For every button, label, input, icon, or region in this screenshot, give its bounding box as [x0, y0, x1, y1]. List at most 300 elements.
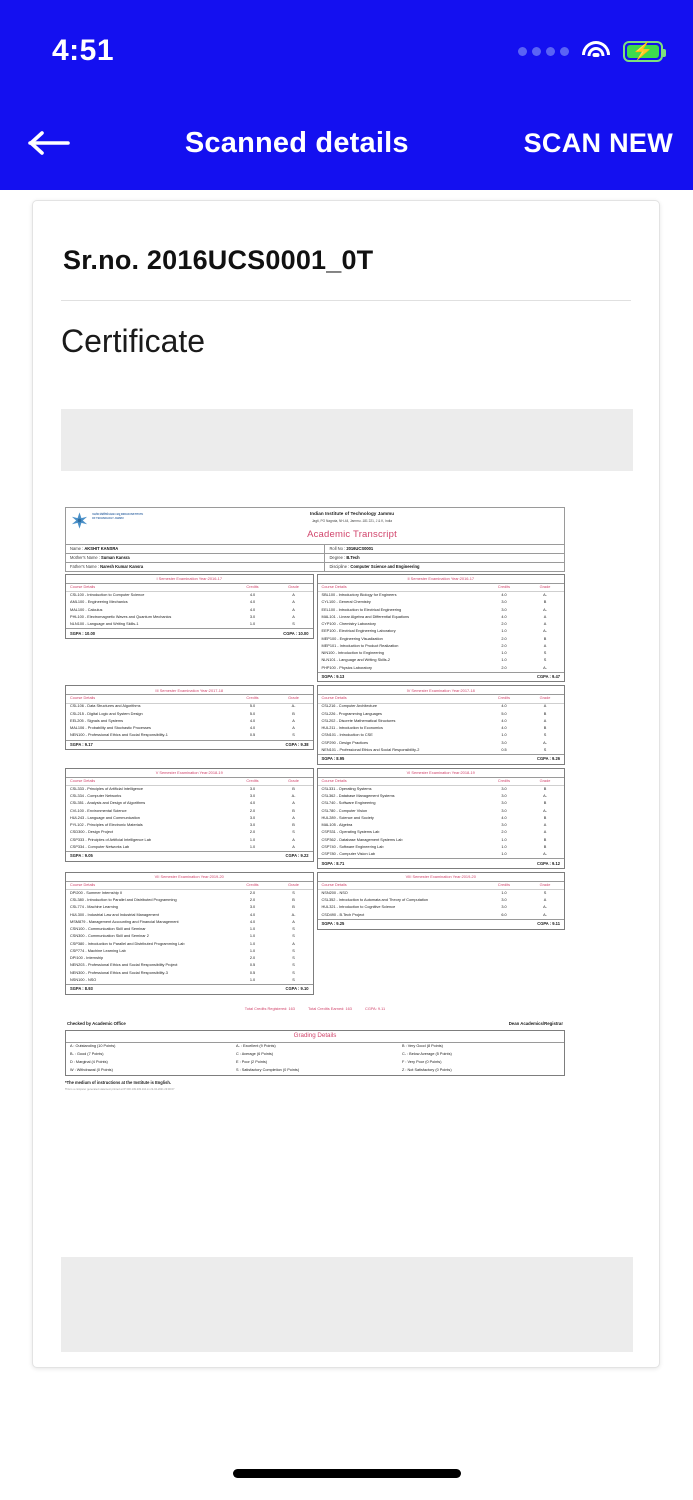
iit-jammu-logo-icon — [70, 511, 89, 530]
course-name: CSP740 - Software Engineering Lab — [321, 844, 384, 849]
scanned-detail-card — [32, 200, 660, 1368]
course-name: EEP100 - Electrical Engineering Laboratory — [321, 629, 396, 634]
course-row — [66, 725, 313, 732]
course-credits: 3.0 — [249, 614, 256, 619]
semester-column — [65, 574, 315, 685]
course-grade: B — [292, 823, 295, 828]
course-credits: 1.0 — [501, 733, 507, 738]
course-grade: S — [292, 927, 295, 932]
course-name: CYL100 - General Chemistry — [321, 600, 371, 605]
course-row — [66, 800, 313, 807]
course-row — [318, 851, 565, 858]
semester-title: IV Semester Examination Year:2017-18 — [406, 687, 475, 693]
course-grade: B — [543, 600, 547, 605]
semester-box — [317, 574, 566, 682]
semester-box — [65, 574, 314, 639]
course-name: CSN100 - Communication Skill and Seminar — [70, 927, 146, 932]
course-row — [66, 977, 313, 984]
column-header-course: Course Details — [66, 584, 231, 592]
course-credits: 2.0 — [249, 890, 256, 895]
student-info-value: Computer Science and Engineering — [350, 564, 420, 570]
transcript-title: Academic Transcript — [307, 529, 397, 541]
course-credits: 3.0 — [501, 786, 507, 791]
course-row — [66, 718, 313, 725]
student-info-row — [66, 562, 565, 571]
course-row — [66, 933, 313, 940]
student-info-label: Name : — [70, 545, 84, 551]
course-name: PHL100 - Electromagnetic Waves and Quantum Mechanics — [70, 614, 172, 619]
semester-table — [318, 777, 565, 859]
student-info-cell-left — [66, 545, 325, 554]
column-header-credits: Credits — [482, 584, 526, 592]
semester-footer — [318, 754, 565, 764]
course-grade: B — [543, 726, 547, 731]
course-name: CSL106 - Data Structures and Algorithms — [70, 704, 141, 709]
dean-label: Dean Academics/Registrar — [508, 1021, 563, 1027]
signal-dots-icon — [518, 47, 569, 56]
course-name: DPI100 - Internship — [70, 956, 104, 961]
academic-transcript — [65, 507, 565, 1215]
course-grade: B — [543, 815, 547, 820]
course-name: NSN200 - NSO — [321, 890, 348, 895]
course-name: CVL100 - Environmental Science — [70, 808, 127, 813]
course-grade: S — [543, 890, 547, 895]
semester-table-head — [318, 777, 565, 785]
course-name: NEN101 - Professional Ethics and Social Responsibility-2 — [321, 747, 420, 752]
course-credits: 4.0 — [249, 600, 256, 605]
grading-cell: S : Satisfactory Completion (0 Points) — [236, 1068, 300, 1073]
semester-box — [317, 685, 566, 764]
institute-logo-text: भारतीय प्रौद्योगिकी संस्थान जम्मू INDIAN INSTITUTE OF TECHNOLOGY JAMMU — [92, 513, 144, 520]
student-info-value: Naresh Kumar Kansra — [100, 564, 144, 570]
semester-table-body — [66, 703, 313, 740]
wifi-icon — [582, 41, 610, 62]
course-name: CSL740 - Software Engineering — [321, 801, 376, 806]
course-name: CSL226 - Programming Languages — [321, 711, 382, 716]
course-row — [318, 897, 565, 904]
course-row — [66, 948, 313, 955]
course-row — [318, 657, 565, 664]
course-name: PYL102 - Principles of Electronic Materials — [70, 823, 143, 828]
course-row — [66, 711, 313, 718]
course-row — [318, 665, 565, 672]
column-header-credits: Credits — [231, 695, 275, 703]
course-credits: 2.0 — [501, 622, 507, 627]
course-credits: 0.5 — [501, 747, 507, 752]
course-row — [318, 600, 565, 607]
semester-column — [65, 768, 315, 872]
semester-box — [65, 872, 314, 995]
course-grade: A — [292, 600, 295, 605]
course-name: CSL780 - Computer Vision — [321, 808, 368, 813]
semester-footer — [66, 984, 313, 994]
scanned-document-image[interactable] — [61, 409, 633, 1349]
column-header-grade: Grade — [275, 881, 313, 889]
course-grade: A- — [543, 808, 547, 813]
institute-name: Indian Institute of Technology Jammu — [309, 511, 395, 516]
course-credits: 3.0 — [501, 794, 507, 799]
course-grade: A- — [543, 905, 547, 910]
course-credits: 2.0 — [249, 898, 256, 903]
course-credits: 2.0 — [501, 665, 507, 670]
course-name: HUL211 - Introduction to Economics — [321, 726, 383, 731]
course-row — [318, 822, 565, 829]
course-name: CSD300 - Design Project — [70, 830, 113, 835]
semester-table — [318, 583, 565, 672]
student-info-cell-left — [66, 553, 325, 562]
totals-row — [65, 1006, 565, 1012]
course-credits: 4.0 — [249, 912, 256, 917]
course-row — [66, 829, 313, 836]
course-name: CYP100 - Chemistry Laboratory — [321, 622, 376, 627]
semester-cgpa: CGPA : 9.11 — [537, 921, 560, 927]
course-credits: 3.0 — [501, 898, 507, 903]
course-grade: S — [292, 948, 295, 953]
course-row — [66, 905, 313, 912]
semester-table — [66, 583, 313, 628]
course-row — [318, 621, 565, 628]
course-credits: 4.0 — [249, 726, 256, 731]
grading-cell: D : Marginal (4 Points) — [70, 1060, 108, 1065]
student-info-table — [65, 545, 565, 573]
course-name: HUL300 - Industrial Law and Industrial Management — [70, 912, 159, 917]
course-grade: A — [543, 898, 547, 903]
course-credits: 5.0 — [249, 704, 256, 709]
student-info-label: Degree : — [329, 554, 346, 560]
grading-cell: Z : Not Satisfactory (0 Points) — [402, 1068, 452, 1073]
student-info-label: Discipline : — [329, 564, 350, 570]
semester-column — [315, 574, 565, 685]
semester-sgpa: SGPA : 9.05 — [70, 853, 93, 859]
course-name: MAL106 - Probability and Stochastic Processes — [70, 726, 151, 731]
semester-title: VI Semester Examination Year:2018-19 — [406, 770, 475, 776]
semester-grid — [65, 574, 565, 998]
course-row — [66, 926, 313, 933]
course-row — [318, 592, 565, 600]
grading-cell: A : Outstanding (10 Points) — [70, 1044, 116, 1049]
course-row — [66, 808, 313, 815]
course-grade: A — [292, 607, 295, 612]
column-header-grade: Grade — [526, 695, 564, 703]
course-grade: A — [292, 614, 295, 619]
column-header-grade: Grade — [275, 777, 313, 785]
course-name: CSL331 - Operating Systems — [321, 786, 372, 791]
semester-box — [317, 872, 566, 930]
semester-sgpa: SGPA : 8.71 — [321, 860, 345, 866]
course-grade: A — [543, 830, 547, 835]
status-bar-clock: 4:51 — [52, 34, 115, 67]
course-row — [66, 955, 313, 962]
course-grade: A — [292, 801, 295, 806]
course-name: EEL100 - Introduction to Electrical Engineering — [321, 607, 402, 612]
course-credits: 3.0 — [249, 815, 256, 820]
course-grade: B — [292, 898, 295, 903]
course-name: CSL215 - Digital Logic and System Design — [70, 711, 143, 716]
course-grade: A — [292, 837, 295, 842]
course-name: CSL380 - Introduction to Parallel and Distributed Programming — [70, 898, 177, 903]
course-grade: A- — [291, 704, 296, 709]
course-row — [66, 815, 313, 822]
course-name: CSP334 - Computer Networks Lab — [70, 844, 130, 849]
course-credits: 1.0 — [501, 629, 507, 634]
student-info-value: Suman Kansra — [101, 554, 130, 560]
semester-cgpa: CGPA : 9.10 — [285, 986, 309, 992]
course-name: CSN101 - Introduction to CSE — [321, 733, 373, 738]
course-row — [66, 897, 313, 904]
student-info-value: AKSHIT KANSRA — [84, 545, 119, 551]
course-name: MSM879 - Management Accounting and Financial Management — [70, 919, 179, 924]
course-row — [318, 785, 565, 793]
semester-table-head — [318, 881, 565, 889]
course-grade: S — [292, 963, 295, 968]
grading-details-box — [65, 1030, 565, 1076]
course-name: CSP290 - Design Practices — [321, 740, 369, 745]
course-name: MAL101 - Linear Algebra and Differential Equations — [321, 614, 410, 619]
page-title: Scanned details — [184, 126, 409, 159]
course-name: AML100 - Engineering Mechanics — [70, 600, 128, 605]
semester-box — [65, 768, 314, 862]
student-info-label: Mother's Name : — [70, 554, 100, 560]
semester-column — [315, 685, 565, 767]
semester-sgpa: SGPA : 10.00 — [70, 630, 96, 636]
scan-new-button[interactable]: SCAN NEW — [524, 128, 693, 159]
course-name: SBL100 - Introductory Biology for Engineers — [321, 593, 397, 598]
course-credits: 3.0 — [249, 823, 256, 828]
institute-address: Jagti, PO Nagrota, NH-44, Jammu -181 221, J & K, India — [311, 518, 393, 523]
battery-charging-icon: ⚡ — [623, 41, 663, 62]
course-grade: A — [292, 718, 295, 723]
course-credits: 4.0 — [501, 704, 507, 709]
course-grade: S — [292, 622, 295, 627]
grading-row — [66, 1067, 564, 1075]
course-credits: 4.0 — [249, 593, 256, 598]
course-name: MEP100 - Engineering Visualization — [321, 636, 383, 641]
course-credits: 4.0 — [501, 726, 507, 731]
course-credits: 4.0 — [501, 614, 507, 619]
semester-table-body — [318, 592, 565, 672]
semester-box — [317, 768, 566, 869]
course-credits: 2.0 — [501, 830, 507, 835]
course-grade: A- — [291, 912, 296, 917]
navigation-bar — [0, 96, 693, 190]
student-info-value: B.Tech — [346, 554, 360, 560]
course-name: CSL351 - Analysis and Design of Algorithms — [70, 801, 146, 806]
course-row — [318, 643, 565, 650]
course-grade: A- — [543, 851, 547, 856]
semester-table-head — [318, 695, 565, 703]
semester-cgpa: CGPA : 9.22 — [285, 853, 309, 859]
course-grade: S — [292, 890, 295, 895]
home-indicator[interactable] — [233, 1469, 461, 1478]
course-credits: 1.0 — [501, 651, 507, 656]
column-header-grade: Grade — [526, 777, 564, 785]
course-credits: 0.5 — [249, 733, 256, 738]
course-row — [66, 793, 313, 800]
course-name: EEL205 - Signals and Systems — [70, 718, 123, 723]
column-header-grade: Grade — [275, 584, 313, 592]
course-row — [318, 829, 565, 836]
course-row — [66, 592, 313, 600]
column-header-course: Course Details — [318, 777, 483, 785]
document-type-label: Certificate — [61, 323, 206, 359]
course-credits: 3.0 — [501, 801, 507, 806]
semester-title: VIII Semester Examination Year:2019-20 — [405, 874, 476, 880]
course-credits: 3.0 — [501, 607, 507, 612]
semester-table-body — [318, 890, 565, 919]
course-row — [318, 837, 565, 844]
course-grade: B — [543, 636, 547, 641]
course-credits: 3.0 — [249, 905, 256, 910]
course-grade: S — [292, 970, 295, 975]
course-row — [66, 614, 313, 621]
course-grade: A- — [543, 740, 547, 745]
semester-table-head — [66, 584, 313, 592]
course-grade: A- — [543, 794, 547, 799]
course-row — [318, 912, 565, 919]
image-top-band — [61, 409, 633, 471]
course-credits: 4.0 — [249, 801, 256, 806]
generated-statement-note: This is a computer generated statement printed at IP 000.149.249.144 on 22-04-2021 20:00:07 — [65, 1087, 175, 1091]
semester-box — [65, 685, 314, 750]
semester-cgpa: CGPA : 9.38 — [285, 741, 309, 747]
course-grade: A — [543, 614, 547, 619]
course-credits: 1.0 — [501, 658, 507, 663]
course-grade: A — [543, 704, 547, 709]
course-name: CSL202 - Discrete Mathematical Structures — [321, 718, 396, 723]
semester-title: VII Semester Examination Year:2019-20 — [154, 874, 224, 880]
course-name: CSL362 - Database Management Systems — [321, 794, 395, 799]
semester-footer — [66, 851, 313, 861]
course-name: CSP380 - Introduction to Parallel and Distributed Programming Lab — [70, 941, 185, 946]
semester-table — [66, 694, 313, 739]
column-header-grade: Grade — [526, 881, 564, 889]
image-bottom-band — [61, 1257, 633, 1352]
course-name: CSP774 - Machine Learning Lab — [70, 948, 126, 953]
course-credits: 4.0 — [501, 593, 507, 598]
card-divider — [61, 300, 631, 301]
course-credits: 3.0 — [249, 794, 256, 799]
course-name: NLN101 - Language and Writing Skills-2 — [321, 658, 391, 663]
course-row — [66, 912, 313, 919]
course-grade: S — [543, 733, 547, 738]
semester-title: II Semester Examination Year:2016-17 — [407, 576, 475, 582]
course-name: CSN300 - Communication Skill and Seminar 2 — [70, 934, 149, 939]
course-grade: B — [543, 786, 547, 791]
course-credits: 6.0 — [501, 912, 507, 917]
course-credits: 2.0 — [249, 808, 256, 813]
course-name: NEN300 - Professional Ethics and Social Responsibility-3 — [70, 970, 168, 975]
grading-row — [66, 1043, 564, 1051]
course-grade: S — [292, 934, 295, 939]
course-grade: S — [292, 956, 295, 961]
course-name: CSD490 - B.Tech Project — [321, 912, 365, 917]
column-header-grade: Grade — [526, 584, 564, 592]
course-credits: 3.0 — [501, 823, 507, 828]
course-credits: 4.0 — [501, 815, 507, 820]
course-grade: S — [543, 747, 547, 752]
course-grade: B — [292, 808, 295, 813]
course-credits: 2.0 — [249, 956, 256, 961]
course-name: HUL289 - Science and Society — [321, 815, 374, 820]
course-grade: B — [292, 786, 295, 791]
course-grade: S — [292, 830, 295, 835]
course-row — [318, 733, 565, 740]
course-credits: 1.0 — [249, 622, 256, 627]
course-name: CSP331 - Operating Systems Lab — [321, 830, 380, 835]
grading-cell: W : Withdrawal (0 Points) — [70, 1068, 113, 1073]
course-credits: 1.0 — [249, 927, 256, 932]
course-row — [318, 718, 565, 725]
grading-details-title: Grading Details — [293, 1032, 337, 1040]
course-row — [318, 703, 565, 711]
course-row — [318, 740, 565, 747]
semester-cgpa: CGPA : 10.00 — [283, 630, 309, 636]
total-credits-earned: Total Credits Earned: 163 — [308, 1005, 352, 1011]
course-credits: 1.0 — [501, 851, 507, 856]
course-grade: S — [543, 658, 547, 663]
column-header-course: Course Details — [66, 695, 231, 703]
status-bar — [0, 0, 693, 80]
column-header-credits: Credits — [231, 584, 275, 592]
final-cgpa: CGPA: 9.11 — [365, 1005, 386, 1011]
semester-sgpa: SGPA : 8.93 — [70, 986, 93, 992]
course-row — [66, 837, 313, 844]
grading-details-body — [66, 1043, 564, 1075]
course-name: MEP101 - Introduction to Product Realization — [321, 643, 399, 648]
course-credits: 3.0 — [501, 808, 507, 813]
column-header-course: Course Details — [318, 584, 483, 592]
course-row — [318, 628, 565, 635]
semester-table-head — [66, 777, 313, 785]
course-credits: 1.0 — [501, 844, 507, 849]
app-header — [0, 0, 693, 190]
course-name: CSL100 - Introduction to Computer Science — [70, 593, 145, 598]
course-row — [66, 844, 313, 851]
course-grade: A- — [291, 794, 296, 799]
course-name: NIN100 - Introduction to Engineering — [321, 651, 384, 656]
semester-table-body — [318, 785, 565, 858]
course-grade: A — [292, 941, 295, 946]
semester-table-body — [318, 703, 565, 754]
course-grade: A- — [543, 665, 547, 670]
course-credits: 1.0 — [249, 977, 256, 982]
semester-column — [315, 768, 565, 872]
semester-sgpa: SGPA : 8.95 — [321, 756, 345, 762]
course-grade: B — [292, 905, 295, 910]
course-row — [318, 815, 565, 822]
course-row — [318, 636, 565, 643]
course-row — [318, 808, 565, 815]
semester-footer — [318, 858, 565, 868]
course-credits: 5.0 — [249, 711, 256, 716]
course-name: CSL216 - Computer Architecture — [321, 704, 378, 709]
grading-details-table — [66, 1042, 564, 1075]
course-credits: 4.0 — [249, 718, 256, 723]
column-header-course: Course Details — [66, 777, 231, 785]
course-name: HUL243 - Language and Communication — [70, 815, 140, 820]
course-credits: 1.0 — [501, 837, 507, 842]
course-name: NEN100 - Professional Ethics and Social Responsibility-1 — [70, 733, 168, 738]
column-header-credits: Credits — [482, 777, 526, 785]
course-grade: A — [292, 844, 295, 849]
course-credits: 0.5 — [249, 963, 256, 968]
course-grade: B — [543, 844, 547, 849]
course-name: HUL321 - Introduction to Cognitive Science — [321, 905, 396, 910]
course-grade: A — [292, 593, 295, 598]
semester-cgpa: CGPA : 9.26 — [537, 756, 560, 762]
course-credits: 2.0 — [501, 636, 507, 641]
semester-sgpa: SGPA : 9.17 — [70, 741, 93, 747]
